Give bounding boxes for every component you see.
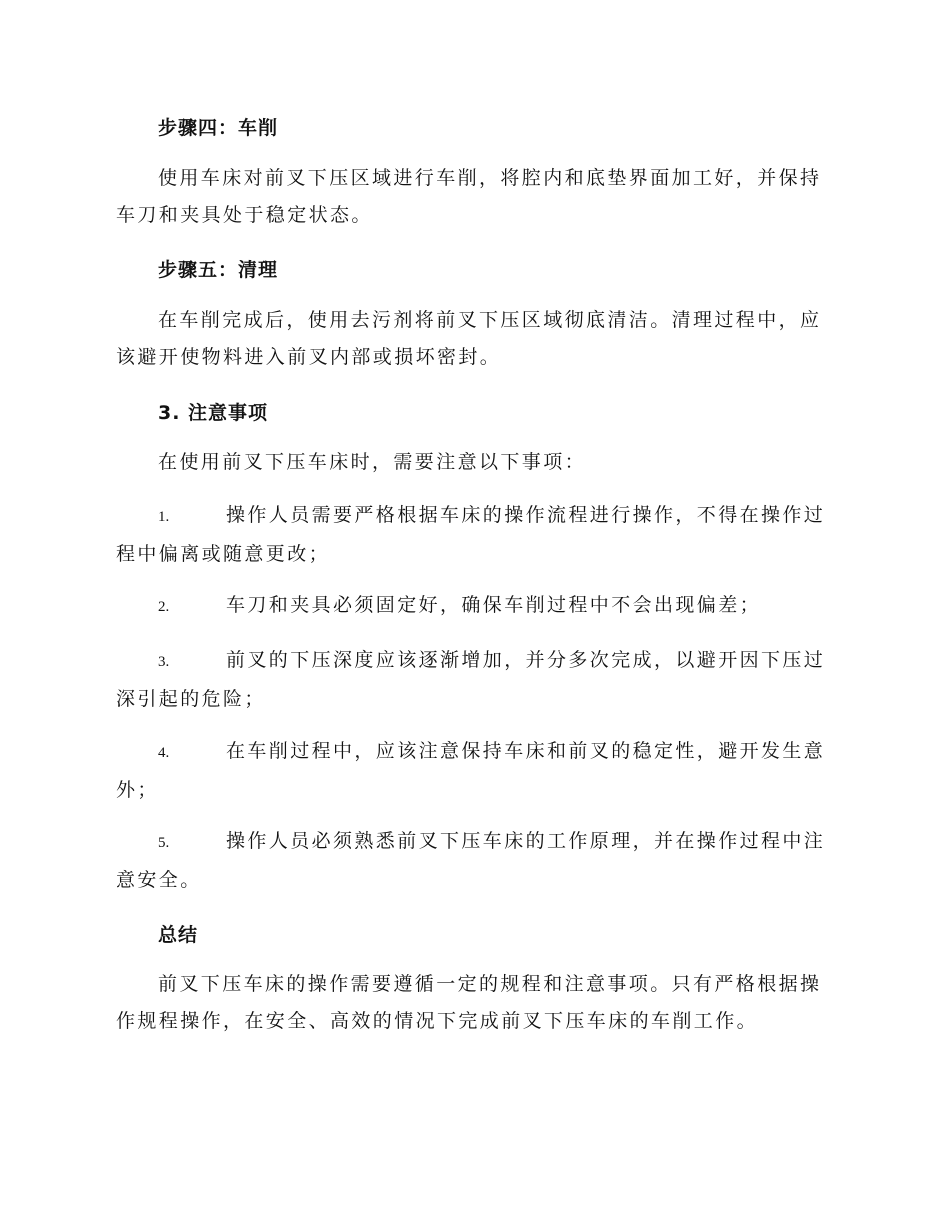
list-item (116, 587, 836, 626)
list-item (116, 823, 836, 899)
step5-heading: 步骤五：清理 (158, 259, 279, 281)
list-item-number: 5. (158, 835, 170, 851)
summary-paragraph: 前叉下压车床的操作需要遵循一定的规程和注意事项。只有严格根据操作规程操作，在安全、高效的情况下完成前叉下压车床的车削工作。 (116, 973, 822, 1032)
list-item-text: 在车削过程中，应该注意保持车床和前叉的稳定性，避开发生意外； (116, 740, 826, 801)
list-item-number: 4. (158, 745, 170, 761)
notes-heading: 3. 注意事项 (158, 402, 269, 424)
list-item-number: 2. (158, 599, 170, 615)
list-item-text: 车刀和夹具必须固定好，确保车削过程中不会出现偏差； (226, 594, 762, 616)
list-item-text: 前叉的下压深度应该逐渐增加，并分多次完成，以避开因下压过深引起的危险； (116, 649, 826, 710)
list-item-number: 3. (158, 654, 170, 670)
list-item (116, 733, 836, 809)
step4-heading: 步骤四：车削 (158, 117, 279, 139)
notes-intro: 在使用前叉下压车床时，需要注意以下事项： (158, 451, 587, 473)
step4-paragraph: 使用车床对前叉下压区域进行车削，将腔内和底垫界面加工好，并保持车刀和夹具处于稳定状态。 (116, 167, 822, 226)
summary-heading: 总结 (158, 924, 199, 946)
step5-paragraph: 在车削完成后，使用去污剂将前叉下压区域彻底清洁。清理过程中，应该避开使物料进入前叉内部或损坏密封。 (116, 309, 822, 368)
list-item-text: 操作人员需要严格根据车床的操作流程进行操作，不得在操作过程中偏离或随意更改； (116, 504, 826, 565)
list-item-number: 1. (158, 509, 170, 525)
list-item (116, 642, 836, 718)
list-item (116, 497, 836, 573)
list-item-text: 操作人员必须熟悉前叉下压车床的工作原理，并在操作过程中注意安全。 (116, 830, 826, 891)
